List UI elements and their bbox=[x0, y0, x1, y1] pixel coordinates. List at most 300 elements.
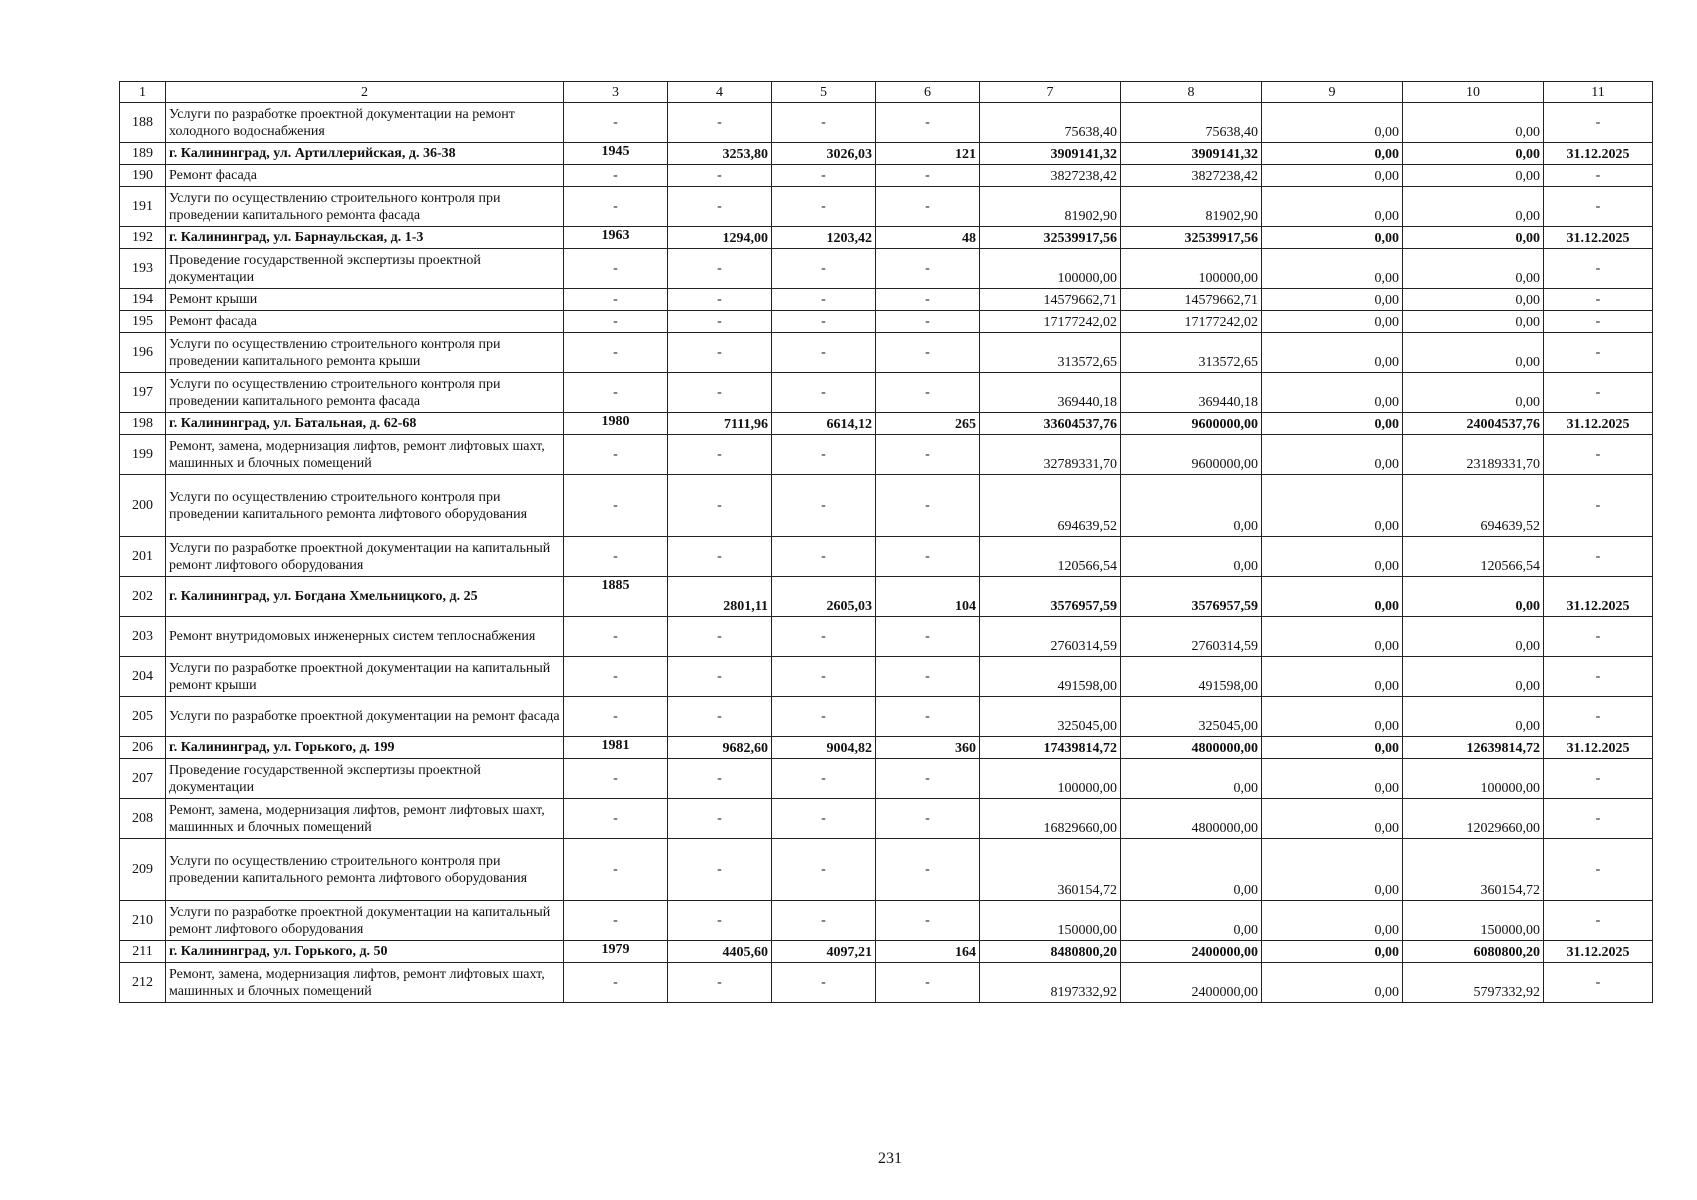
completion-date: - bbox=[1544, 901, 1653, 941]
residents: - bbox=[876, 759, 980, 799]
residents: - bbox=[876, 187, 980, 227]
row-number: 205 bbox=[120, 697, 166, 737]
budget-funds: 0,00 bbox=[1262, 103, 1403, 143]
other-funds: 12639814,72 bbox=[1403, 737, 1544, 759]
budget-funds: 0,00 bbox=[1262, 289, 1403, 311]
work-item-row bbox=[120, 475, 1653, 537]
item-name: Услуги по разработке проектной документации на ремонт холодного водоснабжения bbox=[166, 103, 564, 143]
year-built: - bbox=[564, 839, 668, 901]
living-area: - bbox=[772, 289, 876, 311]
year-built: - bbox=[564, 799, 668, 839]
work-item-row bbox=[120, 759, 1653, 799]
fund-capital-repair: 32539917,56 bbox=[1121, 227, 1262, 249]
work-item-row bbox=[120, 537, 1653, 577]
budget-funds: 0,00 bbox=[1262, 577, 1403, 617]
cost-total: 75638,40 bbox=[980, 103, 1121, 143]
other-funds: 120566,54 bbox=[1403, 537, 1544, 577]
completion-date: - bbox=[1544, 249, 1653, 289]
completion-date: - bbox=[1544, 289, 1653, 311]
fund-capital-repair: 3909141,32 bbox=[1121, 143, 1262, 165]
other-funds: 0,00 bbox=[1403, 577, 1544, 617]
residents: - bbox=[876, 799, 980, 839]
row-number: 195 bbox=[120, 311, 166, 333]
work-item-row bbox=[120, 435, 1653, 475]
item-name: Ремонт, замена, модернизация лифтов, ремонт лифтовых шахт, машинных и блочных помещений bbox=[166, 435, 564, 475]
row-number: 189 bbox=[120, 143, 166, 165]
total-area: - bbox=[668, 839, 772, 901]
page-number: 231 bbox=[878, 1150, 902, 1167]
budget-funds: 0,00 bbox=[1262, 941, 1403, 963]
fund-capital-repair: 325045,00 bbox=[1121, 697, 1262, 737]
living-area: - bbox=[772, 759, 876, 799]
other-funds: 6080800,20 bbox=[1403, 941, 1544, 963]
total-area: - bbox=[668, 657, 772, 697]
cost-total: 360154,72 bbox=[980, 839, 1121, 901]
work-item-row bbox=[120, 333, 1653, 373]
fund-capital-repair: 17177242,02 bbox=[1121, 311, 1262, 333]
cost-total: 16829660,00 bbox=[980, 799, 1121, 839]
year-built: 1980 bbox=[564, 413, 668, 435]
work-item-row bbox=[120, 187, 1653, 227]
budget-funds: 0,00 bbox=[1262, 617, 1403, 657]
other-funds: 0,00 bbox=[1403, 657, 1544, 697]
completion-date: - bbox=[1544, 759, 1653, 799]
residents: 121 bbox=[876, 143, 980, 165]
budget-funds: 0,00 bbox=[1262, 759, 1403, 799]
other-funds: 0,00 bbox=[1403, 373, 1544, 413]
residents: - bbox=[876, 311, 980, 333]
cost-total: 150000,00 bbox=[980, 901, 1121, 941]
year-built: - bbox=[564, 249, 668, 289]
fund-capital-repair: 3827238,42 bbox=[1121, 165, 1262, 187]
residents: - bbox=[876, 475, 980, 537]
row-number: 212 bbox=[120, 963, 166, 1003]
fund-capital-repair: 9600000,00 bbox=[1121, 413, 1262, 435]
cost-total: 14579662,71 bbox=[980, 289, 1121, 311]
living-area: - bbox=[772, 799, 876, 839]
row-number: 208 bbox=[120, 799, 166, 839]
other-funds: 0,00 bbox=[1403, 165, 1544, 187]
year-built: 1981 bbox=[564, 737, 668, 759]
fund-capital-repair: 313572,65 bbox=[1121, 333, 1262, 373]
row-number: 200 bbox=[120, 475, 166, 537]
cost-total: 694639,52 bbox=[980, 475, 1121, 537]
total-area: 7111,96 bbox=[668, 413, 772, 435]
fund-capital-repair: 3576957,59 bbox=[1121, 577, 1262, 617]
year-built: - bbox=[564, 475, 668, 537]
total-area: - bbox=[668, 759, 772, 799]
other-funds: 0,00 bbox=[1403, 697, 1544, 737]
total-area: 9682,60 bbox=[668, 737, 772, 759]
total-area: - bbox=[668, 963, 772, 1003]
work-item-row bbox=[120, 373, 1653, 413]
item-name: г. Калининград, ул. Горького, д. 199 bbox=[166, 737, 564, 759]
completion-date: - bbox=[1544, 537, 1653, 577]
completion-date: - bbox=[1544, 187, 1653, 227]
work-item-row bbox=[120, 311, 1653, 333]
cost-total: 33604537,76 bbox=[980, 413, 1121, 435]
item-name: Ремонт крыши bbox=[166, 289, 564, 311]
other-funds: 12029660,00 bbox=[1403, 799, 1544, 839]
completion-date: - bbox=[1544, 963, 1653, 1003]
other-funds: 0,00 bbox=[1403, 311, 1544, 333]
other-funds: 23189331,70 bbox=[1403, 435, 1544, 475]
cost-total: 100000,00 bbox=[980, 249, 1121, 289]
row-number: 207 bbox=[120, 759, 166, 799]
address-row bbox=[120, 941, 1653, 963]
total-area: - bbox=[668, 333, 772, 373]
completion-date: - bbox=[1544, 657, 1653, 697]
budget-funds: 0,00 bbox=[1262, 249, 1403, 289]
residents: - bbox=[876, 657, 980, 697]
living-area: 6614,12 bbox=[772, 413, 876, 435]
row-number: 196 bbox=[120, 333, 166, 373]
item-name: г. Калининград, ул. Барнаульская, д. 1-3 bbox=[166, 227, 564, 249]
cost-total: 3827238,42 bbox=[980, 165, 1121, 187]
fund-capital-repair: 0,00 bbox=[1121, 759, 1262, 799]
other-funds: 0,00 bbox=[1403, 227, 1544, 249]
work-item-row bbox=[120, 799, 1653, 839]
address-row bbox=[120, 737, 1653, 759]
total-area: - bbox=[668, 289, 772, 311]
budget-funds: 0,00 bbox=[1262, 839, 1403, 901]
fund-capital-repair: 0,00 bbox=[1121, 475, 1262, 537]
completion-date: 31.12.2025 bbox=[1544, 413, 1653, 435]
residents: - bbox=[876, 103, 980, 143]
item-name: Ремонт, замена, модернизация лифтов, ремонт лифтовых шахт, машинных и блочных помещений bbox=[166, 799, 564, 839]
item-name: Ремонт фасада bbox=[166, 311, 564, 333]
completion-date: 31.12.2025 bbox=[1544, 143, 1653, 165]
completion-date: - bbox=[1544, 103, 1653, 143]
year-built: - bbox=[564, 333, 668, 373]
column-number: 11 bbox=[1544, 82, 1653, 103]
cost-total: 2760314,59 bbox=[980, 617, 1121, 657]
budget-funds: 0,00 bbox=[1262, 373, 1403, 413]
other-funds: 100000,00 bbox=[1403, 759, 1544, 799]
work-item-row bbox=[120, 165, 1653, 187]
completion-date: 31.12.2025 bbox=[1544, 577, 1653, 617]
cost-total: 32539917,56 bbox=[980, 227, 1121, 249]
year-built: 1885 bbox=[564, 577, 668, 617]
other-funds: 694639,52 bbox=[1403, 475, 1544, 537]
year-built: 1945 bbox=[564, 143, 668, 165]
residents: - bbox=[876, 289, 980, 311]
row-number: 211 bbox=[120, 941, 166, 963]
completion-date: - bbox=[1544, 435, 1653, 475]
living-area: - bbox=[772, 901, 876, 941]
column-number: 4 bbox=[668, 82, 772, 103]
year-built: - bbox=[564, 187, 668, 227]
fund-capital-repair: 4800000,00 bbox=[1121, 799, 1262, 839]
completion-date: - bbox=[1544, 617, 1653, 657]
completion-date: - bbox=[1544, 373, 1653, 413]
year-built: 1979 bbox=[564, 941, 668, 963]
residents: 360 bbox=[876, 737, 980, 759]
living-area: - bbox=[772, 697, 876, 737]
item-name: Услуги по разработке проектной документации на ремонт фасада bbox=[166, 697, 564, 737]
residents: 48 bbox=[876, 227, 980, 249]
fund-capital-repair: 100000,00 bbox=[1121, 249, 1262, 289]
other-funds: 0,00 bbox=[1403, 617, 1544, 657]
completion-date: 31.12.2025 bbox=[1544, 941, 1653, 963]
fund-capital-repair: 0,00 bbox=[1121, 537, 1262, 577]
budget-funds: 0,00 bbox=[1262, 537, 1403, 577]
row-number: 201 bbox=[120, 537, 166, 577]
row-number: 194 bbox=[120, 289, 166, 311]
work-item-row bbox=[120, 901, 1653, 941]
residents: 104 bbox=[876, 577, 980, 617]
cost-total: 369440,18 bbox=[980, 373, 1121, 413]
cost-total: 17439814,72 bbox=[980, 737, 1121, 759]
row-number: 210 bbox=[120, 901, 166, 941]
fund-capital-repair: 2400000,00 bbox=[1121, 941, 1262, 963]
total-area: - bbox=[668, 475, 772, 537]
other-funds: 5797332,92 bbox=[1403, 963, 1544, 1003]
address-row bbox=[120, 577, 1653, 617]
column-number: 1 bbox=[120, 82, 166, 103]
item-name: Услуги по осуществлению строительного контроля при проведении капитального ремонта лифтового оборудования bbox=[166, 475, 564, 537]
residents: - bbox=[876, 839, 980, 901]
row-number: 188 bbox=[120, 103, 166, 143]
year-built: - bbox=[564, 537, 668, 577]
living-area: - bbox=[772, 435, 876, 475]
budget-funds: 0,00 bbox=[1262, 311, 1403, 333]
fund-capital-repair: 0,00 bbox=[1121, 839, 1262, 901]
cost-total: 17177242,02 bbox=[980, 311, 1121, 333]
item-name: Проведение государственной экспертизы проектной документации bbox=[166, 759, 564, 799]
budget-funds: 0,00 bbox=[1262, 413, 1403, 435]
living-area: - bbox=[772, 617, 876, 657]
completion-date: - bbox=[1544, 311, 1653, 333]
budget-funds: 0,00 bbox=[1262, 187, 1403, 227]
other-funds: 150000,00 bbox=[1403, 901, 1544, 941]
column-number: 2 bbox=[166, 82, 564, 103]
item-name: Ремонт фасада bbox=[166, 165, 564, 187]
total-area: 1294,00 bbox=[668, 227, 772, 249]
year-built: - bbox=[564, 657, 668, 697]
fund-capital-repair: 4800000,00 bbox=[1121, 737, 1262, 759]
work-item-row bbox=[120, 657, 1653, 697]
item-name: Услуги по осуществлению строительного контроля при проведении капитального ремонта лифтового оборудования bbox=[166, 839, 564, 901]
row-number: 204 bbox=[120, 657, 166, 697]
fund-capital-repair: 81902,90 bbox=[1121, 187, 1262, 227]
cost-total: 81902,90 bbox=[980, 187, 1121, 227]
budget-funds: 0,00 bbox=[1262, 963, 1403, 1003]
column-number: 6 bbox=[876, 82, 980, 103]
budget-funds: 0,00 bbox=[1262, 333, 1403, 373]
fund-capital-repair: 491598,00 bbox=[1121, 657, 1262, 697]
year-built: - bbox=[564, 963, 668, 1003]
row-number: 206 bbox=[120, 737, 166, 759]
living-area: - bbox=[772, 475, 876, 537]
item-name: Услуги по осуществлению строительного контроля при проведении капитального ремонта фасада bbox=[166, 373, 564, 413]
residents: - bbox=[876, 373, 980, 413]
row-number: 202 bbox=[120, 577, 166, 617]
living-area: - bbox=[772, 373, 876, 413]
cost-total: 8480800,20 bbox=[980, 941, 1121, 963]
total-area: - bbox=[668, 373, 772, 413]
item-name: г. Калининград, ул. Батальная, д. 62-68 bbox=[166, 413, 564, 435]
budget-funds: 0,00 bbox=[1262, 737, 1403, 759]
total-area: - bbox=[668, 537, 772, 577]
work-item-row bbox=[120, 839, 1653, 901]
living-area: 9004,82 bbox=[772, 737, 876, 759]
other-funds: 0,00 bbox=[1403, 289, 1544, 311]
total-area: 4405,60 bbox=[668, 941, 772, 963]
column-number: 5 bbox=[772, 82, 876, 103]
residents: - bbox=[876, 537, 980, 577]
living-area: - bbox=[772, 839, 876, 901]
column-number: 3 bbox=[564, 82, 668, 103]
work-item-row bbox=[120, 697, 1653, 737]
item-name: Проведение государственной экспертизы проектной документации bbox=[166, 249, 564, 289]
item-name: г. Калининград, ул. Горького, д. 50 bbox=[166, 941, 564, 963]
work-item-row bbox=[120, 963, 1653, 1003]
row-number: 199 bbox=[120, 435, 166, 475]
year-built: - bbox=[564, 617, 668, 657]
budget-funds: 0,00 bbox=[1262, 657, 1403, 697]
fund-capital-repair: 2760314,59 bbox=[1121, 617, 1262, 657]
budget-funds: 0,00 bbox=[1262, 799, 1403, 839]
budget-funds: 0,00 bbox=[1262, 143, 1403, 165]
item-name: г. Калининград, ул. Артиллерийская, д. 36-38 bbox=[166, 143, 564, 165]
residents: - bbox=[876, 963, 980, 1003]
residents: - bbox=[876, 435, 980, 475]
living-area: - bbox=[772, 537, 876, 577]
address-row bbox=[120, 227, 1653, 249]
year-built: - bbox=[564, 165, 668, 187]
completion-date: - bbox=[1544, 799, 1653, 839]
cost-total: 100000,00 bbox=[980, 759, 1121, 799]
item-name: Услуги по разработке проектной документации на капитальный ремонт лифтового оборудования bbox=[166, 537, 564, 577]
repair-program-table bbox=[119, 81, 1653, 1003]
living-area: - bbox=[772, 963, 876, 1003]
column-number: 8 bbox=[1121, 82, 1262, 103]
column-number-row bbox=[120, 82, 1653, 103]
other-funds: 0,00 bbox=[1403, 143, 1544, 165]
completion-date: 31.12.2025 bbox=[1544, 227, 1653, 249]
row-number: 197 bbox=[120, 373, 166, 413]
cost-total: 120566,54 bbox=[980, 537, 1121, 577]
cost-total: 325045,00 bbox=[980, 697, 1121, 737]
living-area: - bbox=[772, 311, 876, 333]
fund-capital-repair: 2400000,00 bbox=[1121, 963, 1262, 1003]
living-area: - bbox=[772, 187, 876, 227]
budget-funds: 0,00 bbox=[1262, 227, 1403, 249]
fund-capital-repair: 75638,40 bbox=[1121, 103, 1262, 143]
year-built: - bbox=[564, 697, 668, 737]
total-area: - bbox=[668, 103, 772, 143]
row-number: 193 bbox=[120, 249, 166, 289]
budget-funds: 0,00 bbox=[1262, 697, 1403, 737]
year-built: - bbox=[564, 435, 668, 475]
year-built: - bbox=[564, 373, 668, 413]
cost-total: 32789331,70 bbox=[980, 435, 1121, 475]
item-name: Ремонт, замена, модернизация лифтов, ремонт лифтовых шахт, машинных и блочных помещений bbox=[166, 963, 564, 1003]
budget-funds: 0,00 bbox=[1262, 165, 1403, 187]
item-name: Услуги по осуществлению строительного контроля при проведении капитального ремонта фасада bbox=[166, 187, 564, 227]
living-area: - bbox=[772, 657, 876, 697]
budget-funds: 0,00 bbox=[1262, 901, 1403, 941]
year-built: - bbox=[564, 901, 668, 941]
work-item-row bbox=[120, 289, 1653, 311]
budget-funds: 0,00 bbox=[1262, 475, 1403, 537]
residents: - bbox=[876, 697, 980, 737]
completion-date: - bbox=[1544, 697, 1653, 737]
total-area: - bbox=[668, 311, 772, 333]
cost-total: 3576957,59 bbox=[980, 577, 1121, 617]
living-area: 3026,03 bbox=[772, 143, 876, 165]
year-built: 1963 bbox=[564, 227, 668, 249]
other-funds: 0,00 bbox=[1403, 187, 1544, 227]
living-area: 2605,03 bbox=[772, 577, 876, 617]
total-area: - bbox=[668, 799, 772, 839]
total-area: - bbox=[668, 165, 772, 187]
cost-total: 491598,00 bbox=[980, 657, 1121, 697]
fund-capital-repair: 14579662,71 bbox=[1121, 289, 1262, 311]
address-row bbox=[120, 413, 1653, 435]
total-area: - bbox=[668, 187, 772, 227]
row-number: 198 bbox=[120, 413, 166, 435]
fund-capital-repair: 369440,18 bbox=[1121, 373, 1262, 413]
fund-capital-repair: 9600000,00 bbox=[1121, 435, 1262, 475]
other-funds: 0,00 bbox=[1403, 249, 1544, 289]
completion-date: - bbox=[1544, 475, 1653, 537]
total-area: - bbox=[668, 901, 772, 941]
completion-date: - bbox=[1544, 333, 1653, 373]
living-area: - bbox=[772, 103, 876, 143]
total-area: - bbox=[668, 249, 772, 289]
work-item-row bbox=[120, 103, 1653, 143]
living-area: - bbox=[772, 333, 876, 373]
total-area: 3253,80 bbox=[668, 143, 772, 165]
completion-date: - bbox=[1544, 165, 1653, 187]
cost-total: 313572,65 bbox=[980, 333, 1121, 373]
completion-date: 31.12.2025 bbox=[1544, 737, 1653, 759]
residents: - bbox=[876, 333, 980, 373]
cost-total: 3909141,32 bbox=[980, 143, 1121, 165]
living-area: 1203,42 bbox=[772, 227, 876, 249]
completion-date: - bbox=[1544, 839, 1653, 901]
cost-total: 8197332,92 bbox=[980, 963, 1121, 1003]
column-number: 9 bbox=[1262, 82, 1403, 103]
year-built: - bbox=[564, 759, 668, 799]
item-name: Услуги по осуществлению строительного контроля при проведении капитального ремонта крыши bbox=[166, 333, 564, 373]
item-name: Ремонт внутридомовых инженерных систем теплоснабжения bbox=[166, 617, 564, 657]
residents: - bbox=[876, 901, 980, 941]
year-built: - bbox=[564, 311, 668, 333]
living-area: - bbox=[772, 249, 876, 289]
living-area: 4097,21 bbox=[772, 941, 876, 963]
residents: 164 bbox=[876, 941, 980, 963]
row-number: 192 bbox=[120, 227, 166, 249]
other-funds: 0,00 bbox=[1403, 333, 1544, 373]
residents: 265 bbox=[876, 413, 980, 435]
year-built: - bbox=[564, 289, 668, 311]
year-built: - bbox=[564, 103, 668, 143]
row-number: 191 bbox=[120, 187, 166, 227]
total-area: - bbox=[668, 697, 772, 737]
other-funds: 0,00 bbox=[1403, 103, 1544, 143]
other-funds: 360154,72 bbox=[1403, 839, 1544, 901]
address-row bbox=[120, 143, 1653, 165]
item-name: Услуги по разработке проектной документации на капитальный ремонт крыши bbox=[166, 657, 564, 697]
column-number: 7 bbox=[980, 82, 1121, 103]
residents: - bbox=[876, 249, 980, 289]
total-area: - bbox=[668, 435, 772, 475]
work-item-row bbox=[120, 249, 1653, 289]
total-area: - bbox=[668, 617, 772, 657]
